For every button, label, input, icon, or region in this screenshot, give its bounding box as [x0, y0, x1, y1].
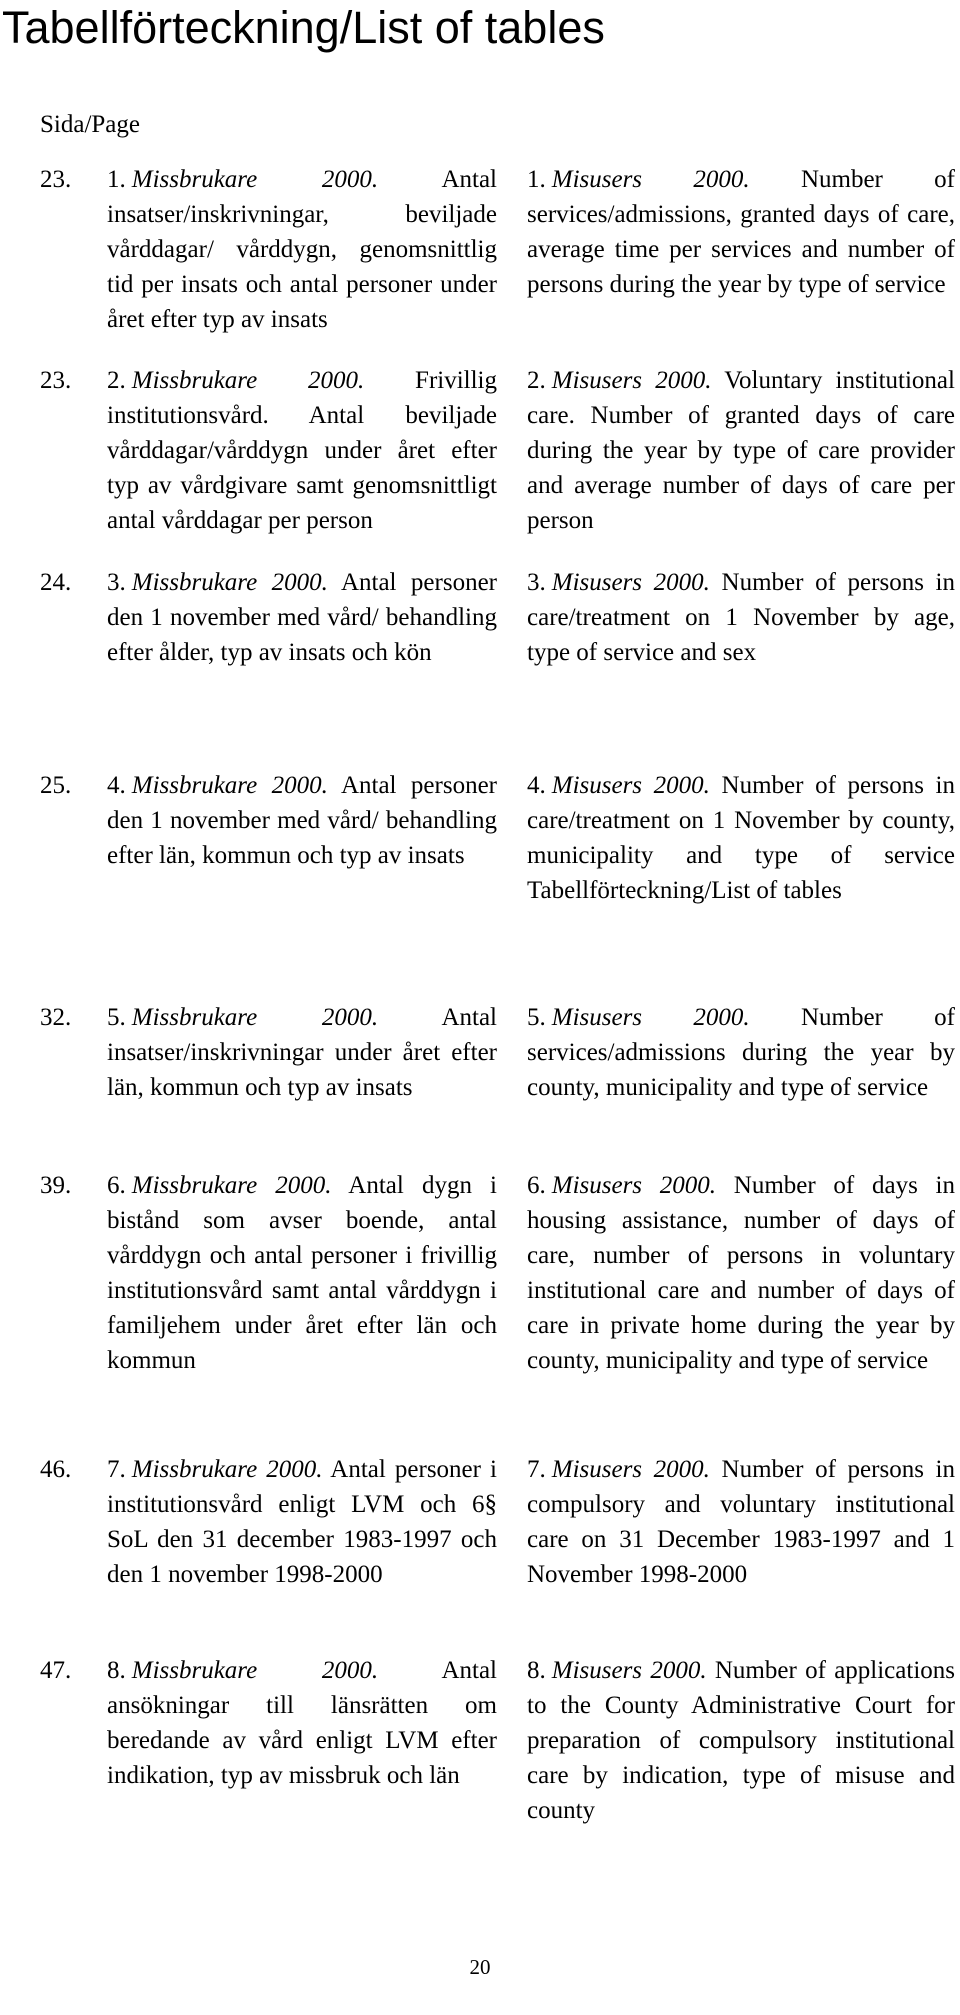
entry-title-english: 8. Misusers 2000. Number of applications to the County Administrative Court for preparation of compulsory institutional care by indication, type of misuse and county	[527, 1657, 955, 1824]
entry-page-number: 47.	[40, 1657, 72, 1684]
entry-title-english: 2. Misusers 2000. Voluntary institutional care. Number of granted days of care during the year by type of care provider and average number of days of care per person	[527, 367, 955, 534]
entry-page-number: 25.	[40, 772, 72, 799]
entry-title-swedish: 6. Missbrukare 2000. Antal dygn i bistånd som avser boende, antal vårddygn och antal personer i frivillig institutionsvård samt antal vårddygn i familjehem under året efter län och kommun	[107, 1172, 497, 1374]
source-italic: Missbrukare 2000.	[131, 166, 379, 193]
entry-title-english: 4. Misusers 2000. Number of persons in care/treatment on 1 November by county, municipality and type of service Tabellförteckning/List of tables	[527, 772, 955, 904]
entry-title-english: 1. Misusers 2000. Number of services/admissions, granted days of care, average time per services and number of persons during the year by type of service	[527, 166, 956, 298]
source-italic: Missbrukare 2000.	[131, 1172, 332, 1199]
source-italic: Missbrukare 2000.	[131, 1657, 379, 1684]
entry-page-number: 23.	[40, 367, 72, 394]
entry-page-number: 32.	[40, 1004, 72, 1031]
entry-title-swedish: 2. Missbrukare 2000. Frivillig institutionsvård. Antal beviljade vårddagar/vårddygn under året efter typ av vårdgivare samt genomsnittligt antal vårddagar per person	[107, 367, 498, 534]
entry-title-swedish: 8. Missbrukare 2000. Antal ansökningar till länsrätten om beredande av vård enligt LVM efter indikation, typ av missbruk och län	[107, 1657, 497, 1789]
source-italic: Misusers 2000.	[551, 772, 710, 799]
source-italic: Missbrukare 2000.	[131, 1456, 323, 1483]
source-italic: Missbrukare 2000.	[131, 569, 328, 596]
source-italic: Misusers 2000.	[551, 1657, 707, 1684]
entry-page-number: 24.	[40, 569, 72, 596]
page-title: Tabellförteckning/List of tables	[2, 2, 605, 53]
entry-title-english: 5. Misusers 2000. Number of services/admissions during the year by county, municipality and type of service	[527, 1004, 956, 1101]
entry-title-swedish: 7. Missbrukare 2000. Antal personer i institutionsvård enligt LVM och 6§ SoL den 31 december 1983-1997 och den 1 november 1998-2000	[107, 1456, 498, 1588]
footer-page-number: 20	[469, 1955, 491, 1979]
entry-page-number: 23.	[40, 166, 72, 193]
entry-title-swedish: 5. Missbrukare 2000. Antal insatser/inskrivningar under året efter län, kommun och typ av insats	[107, 1004, 497, 1101]
source-italic: Misusers 2000.	[551, 367, 712, 394]
entry-page-number: 39.	[40, 1172, 72, 1199]
entry-title-english: 7. Misusers 2000. Number of persons in compulsory and voluntary institutional care on 31 December 1983-1997 and 1 November 1998-2000	[527, 1456, 955, 1588]
source-italic: Misusers 2000.	[551, 1004, 750, 1031]
source-italic: Misusers 2000.	[551, 1456, 710, 1483]
source-italic: Missbrukare 2000.	[131, 1004, 379, 1031]
entry-title-english: 3. Misusers 2000. Number of persons in care/treatment on 1 November by age, type of service and sex	[527, 569, 955, 666]
source-italic: Misusers 2000.	[551, 166, 750, 193]
entry-page-number: 46.	[40, 1456, 72, 1483]
page-column-label: Sida/Page	[40, 111, 140, 138]
entry-title-swedish: 1. Missbrukare 2000. Antal insatser/inskrivningar, beviljade vårddagar/ vårddygn, genomsnittlig tid per insats och antal personer under året efter typ av insats	[107, 166, 497, 333]
entry-title-english: 6. Misusers 2000. Number of days in housing assistance, number of days of care, number of persons in voluntary institutional care and number of days of care in private home during the year by county, municipality and type of service	[527, 1172, 955, 1374]
entry-title-swedish: 3. Missbrukare 2000. Antal personer den 1 november med vård/ behandling efter ålder, typ av insats och kön	[107, 569, 497, 666]
entry-title-swedish: 4. Missbrukare 2000. Antal personer den 1 november med vård/ behandling efter län, kommun och typ av insats	[107, 772, 497, 869]
source-italic: Missbrukare 2000.	[131, 367, 365, 394]
source-italic: Missbrukare 2000.	[131, 772, 328, 799]
source-italic: Misusers 2000.	[551, 569, 710, 596]
source-italic: Misusers 2000.	[551, 1172, 717, 1199]
